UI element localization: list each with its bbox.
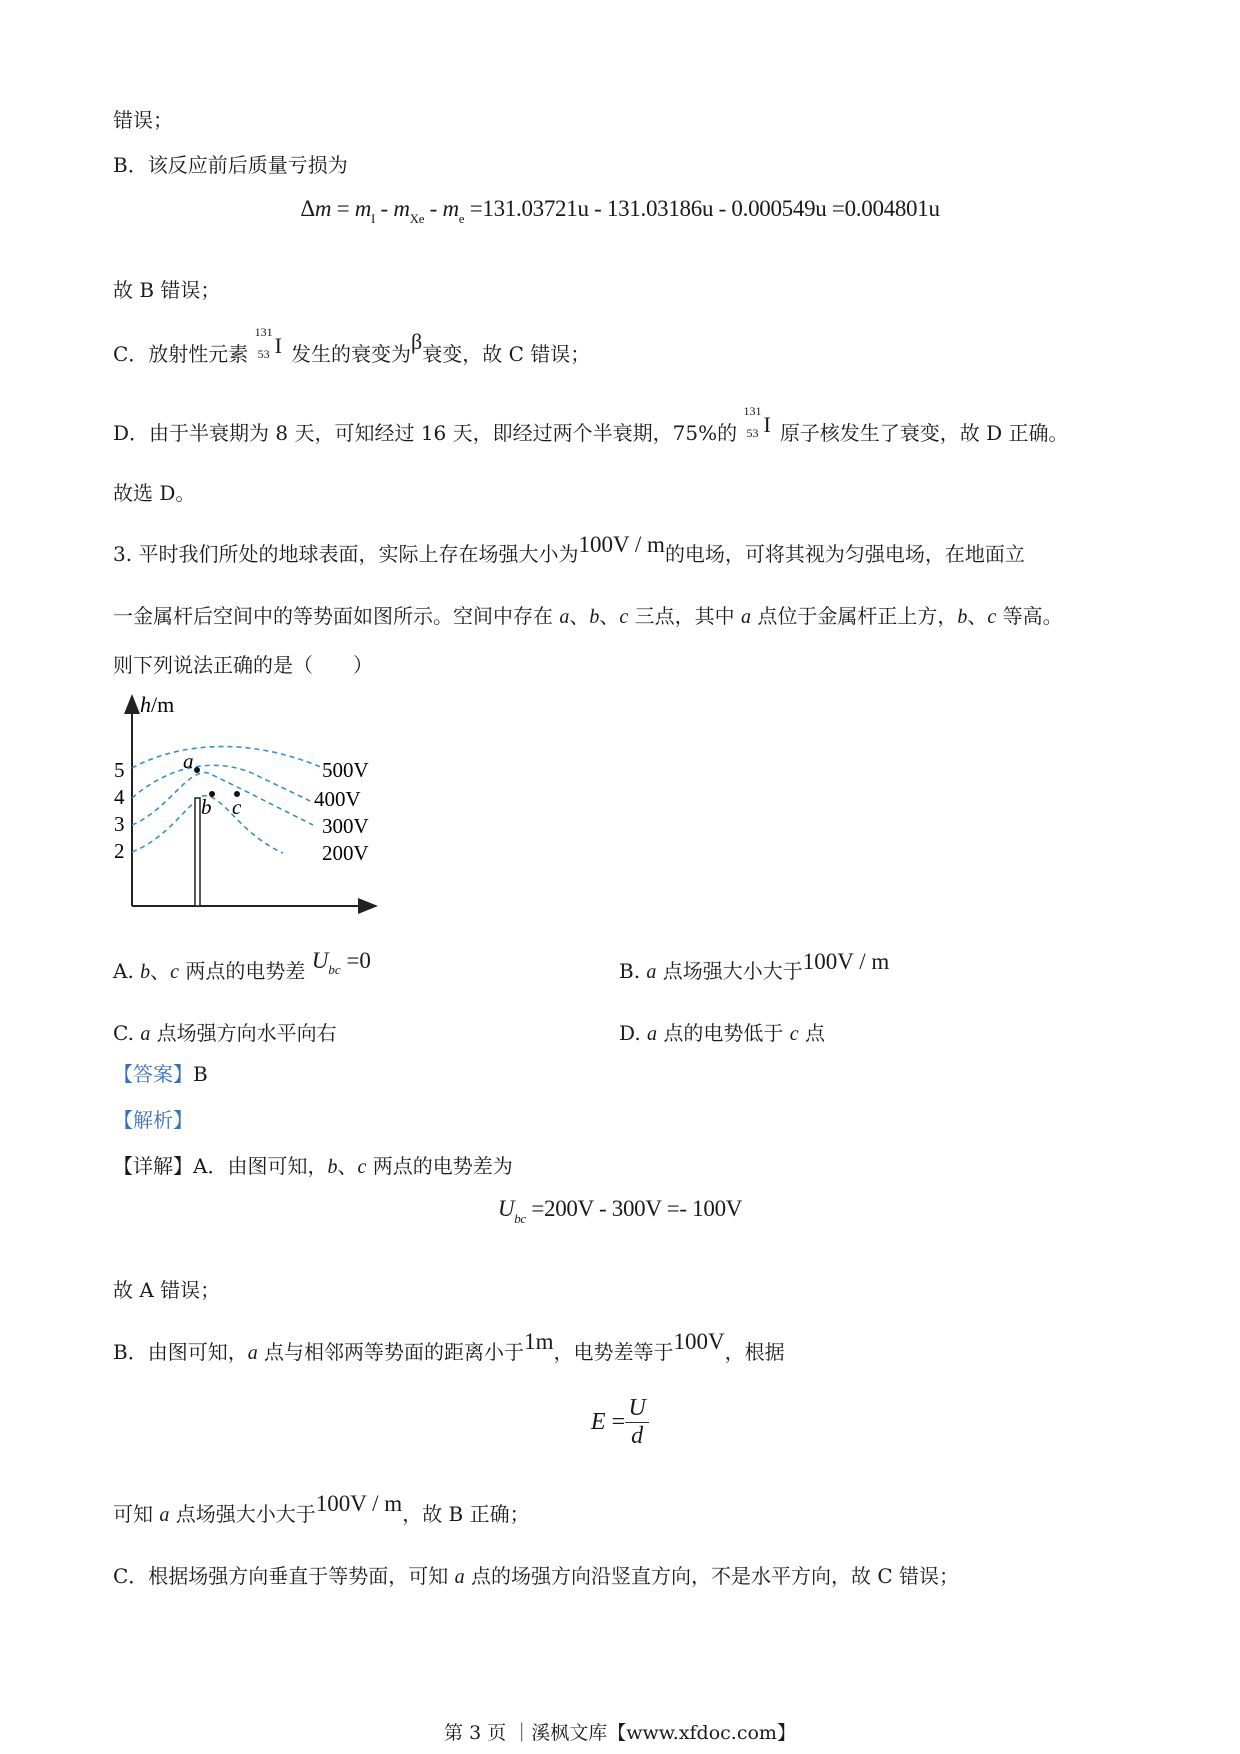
potential-difference-formula: $U_{bc} =200V - 300V =- 100V$ [497,1196,743,1226]
curve-label: 500V [322,758,369,782]
curve-label: 300V [322,814,369,838]
curve-label: 400V [314,787,361,811]
text-line: 故 A 错误； [113,1278,221,1302]
page-footer: 第 3 页 ｜溪枫文库【www.xfdoc.com】 [444,1722,796,1744]
text-line: 错误； [113,108,173,132]
answer-label: 【答案】 [113,1062,193,1086]
question-3-text: 3. 平时我们所处的地球表面，实际上存在场强大小为100V / m的电场，可将其视为匀强电场，在地面立 [113,532,1025,566]
text-line: 故选 D。 [113,481,196,505]
isotope-symbol: 131 53 I [743,404,771,440]
point-a [194,767,200,773]
isotope-symbol: 131 53 I [254,325,282,361]
text-line: D．由于半衰期为 8 天，可知经过 16 天，即经过两个半衰期，75%的 131 53 I 原子核发生了衰变，故 D 正确。 [113,404,1069,445]
option-b: B. a 点场强大小大于100V / m [619,949,890,983]
analysis-label: 【解析】 [113,1108,193,1132]
question-3-text: 一金属杆后空间中的等势面如图所示。空间中存在 a、b、c 三点，其中 a 点位于金属杆正上方，b、c 等高。 [113,604,1063,628]
field-formula: E = $\frac{U}{d}$ [0,1396,1240,1449]
equipotential-figure [108,688,388,920]
option-a: A. b、c 两点的电势差 $U_{bc} =0$ [113,948,371,983]
text-line: 故 B 错误； [113,278,221,302]
option-c: C. a 点场强方向水平向右 [113,1021,337,1045]
text-line: B．该反应前后质量亏损为 [113,153,348,177]
tick-label: 5 [114,758,125,782]
tick-label: 2 [114,839,125,863]
detail-line: 【详解】A．由图可知，b、c 两点的电势差为 [113,1154,513,1178]
y-axis-label: h/m [140,692,175,717]
equipotential-300v [132,773,313,825]
mass-defect-formula: $\Delta m = m_I - m_{Xe} - m_e =131.03721u - 131.03186u - 0.000549u =0.004801u$ [300,196,940,226]
point-label-b: b [201,795,212,819]
tick-label: 4 [114,785,125,809]
tick-label: 3 [114,812,125,836]
equipotential-400v [132,765,310,801]
text-line: C．放射性元素 131 53 I 发生的衰变为β衰变，故 C 错误； [113,325,591,366]
text-line: 可知 a 点场强大小大于100V / m，故 B 正确； [113,1491,530,1526]
answer-line [113,1062,208,1086]
equipotential-500v [132,747,323,768]
option-d: D. a 点的电势低于 c 点 [619,1021,826,1045]
answer-value: B [193,1062,208,1086]
text-line: B．由图可知，a 点与相邻两等势面的距离小于1m，电势差等于100V，根据 [113,1329,785,1364]
question-3-text: 则下列说法正确的是（ ） [113,653,373,677]
point-label-c: c [232,795,242,819]
curve-label: 200V [322,841,369,865]
text-line: C．根据场强方向垂直于等势面，可知 a 点的场强方向沿竖直方向，不是水平方向，故 C 错误； [113,1564,960,1588]
metal-rod [195,798,200,906]
point-label-a: a [183,749,194,773]
